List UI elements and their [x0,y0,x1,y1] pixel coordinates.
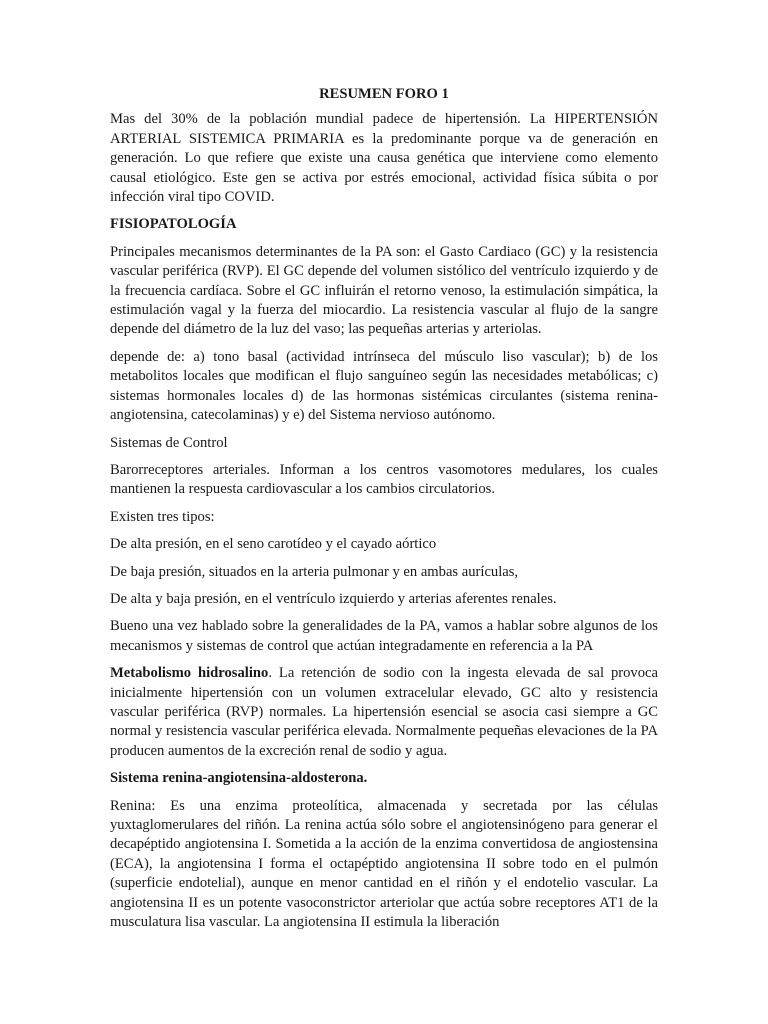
heading-fisiopatologia: FISIOPATOLOGÍA [110,216,237,233]
paragraph-alta-baja-presion: De alta y baja presión, en el ventrículo izquierdo y arterias aferentes renales. [110,590,557,607]
paragraph-renina: Renina: Es una enzima proteolítica, almacenada y secretada por las células yuxtaglomerulares del riñón. La renina actúa sólo sobre el angiotensinógeno para generar el decapéptido angiotensina I. Sometida a la acción de la enzima convertidosa de angiostensina (ECA), la angiotensina I forma el octapéptido angiotensina II sobre todo en el pulmón (superficie endotelial), aunque en menor cantidad en el riñón y el endotelio vascular. La angiotensina II es un potente vasoconstrictor arteriolar que actúa sobre receptores AT1 de la musculatura lisa vascular. La angiotensina II estimula la liberación [110,797,658,931]
document-page [110,85,658,940]
paragraph-metabolismo [110,664,658,761]
paragraph-bueno: Bueno una vez hablado sobre la generalidades de la PA, vamos a hablar sobre algunos de los mecanismos y sistemas de control que actúan integradamente en referencia a la PA [110,618,658,654]
paragraph-depende: depende de: a) tono basal (actividad intrínseca del músculo liso vascular); b) de los metabolitos locales que modifican el flujo sanguíneo según las necesidades metabólicas; c) sistemas hormonales locales d) de las hormonas sistémicas circulantes (sistema renina-angiotensina, catecolaminas) y e) del Sistema nervioso autónomo. [110,348,658,424]
paragraph-sistemas-control: Sistemas de Control [110,434,228,451]
paragraph-alta-presion: De alta presión, en el seno carotídeo y el cayado aórtico [110,536,437,553]
document-title: RESUMEN FORO 1 [319,86,449,102]
paragraph-baja-presion: De baja presión, situados en la arteria pulmonar y en ambas aurículas, [110,563,519,580]
paragraph-barorreceptores: Barorreceptores arteriales. Informan a los centros vasomotores medulares, los cuales mantienen la respuesta cardiovascular a los cambios circulatorios. [110,461,658,498]
heading-renina: Sistema renina-angiotensina-aldosterona. [110,770,368,787]
paragraph-mecanismos: Principales mecanismos determinantes de la PA son: el Gasto Cardiaco (GC) y la resistencia vascular periférica (RVP). El GC depende del volumen sistólico del ventrículo izquierdo y de la frecuencia cardíaca. Sobre el GC influirán el retorno venoso, la estimulación simpática, la estimulación vagal y la fuerza del miocardio. La resistencia vascular al flujo de la sangre depende del diámetro de la luz del vaso; las pequeñas arterias y arteriolas. [110,243,658,338]
paragraph-tipos: Existen tres tipos: [110,508,215,525]
intro-paragraph: Mas del 30% de la población mundial padece de hipertensión. La HIPERTENSIÓN ARTERIAL SISTEMICA PRIMARIA es la predominante porque va de generación en generación. Lo que refiere que existe una causa genética que interviene como elemento causal etiológico. Este gen se activa por estrés emocional, actividad física súbita o por infección viral tipo COVID. [110,111,658,206]
metabolismo-body: . La retención de sodio con la ingesta elevada de sal provoca inicialmente hipertensión con un volumen extracelular elevado, GC alto y resistencia vascular periférica (RVP) normales. La hipertensión esencial se asocia casi siempre a GC normal y resistencia vascular periférica elevada. Normalmente pequeñas elevaciones de la PA producen aumentos de la excreción renal de sodio y agua. [110,665,658,759]
metabolismo-lead: Metabolismo hidrosalino [110,665,269,682]
